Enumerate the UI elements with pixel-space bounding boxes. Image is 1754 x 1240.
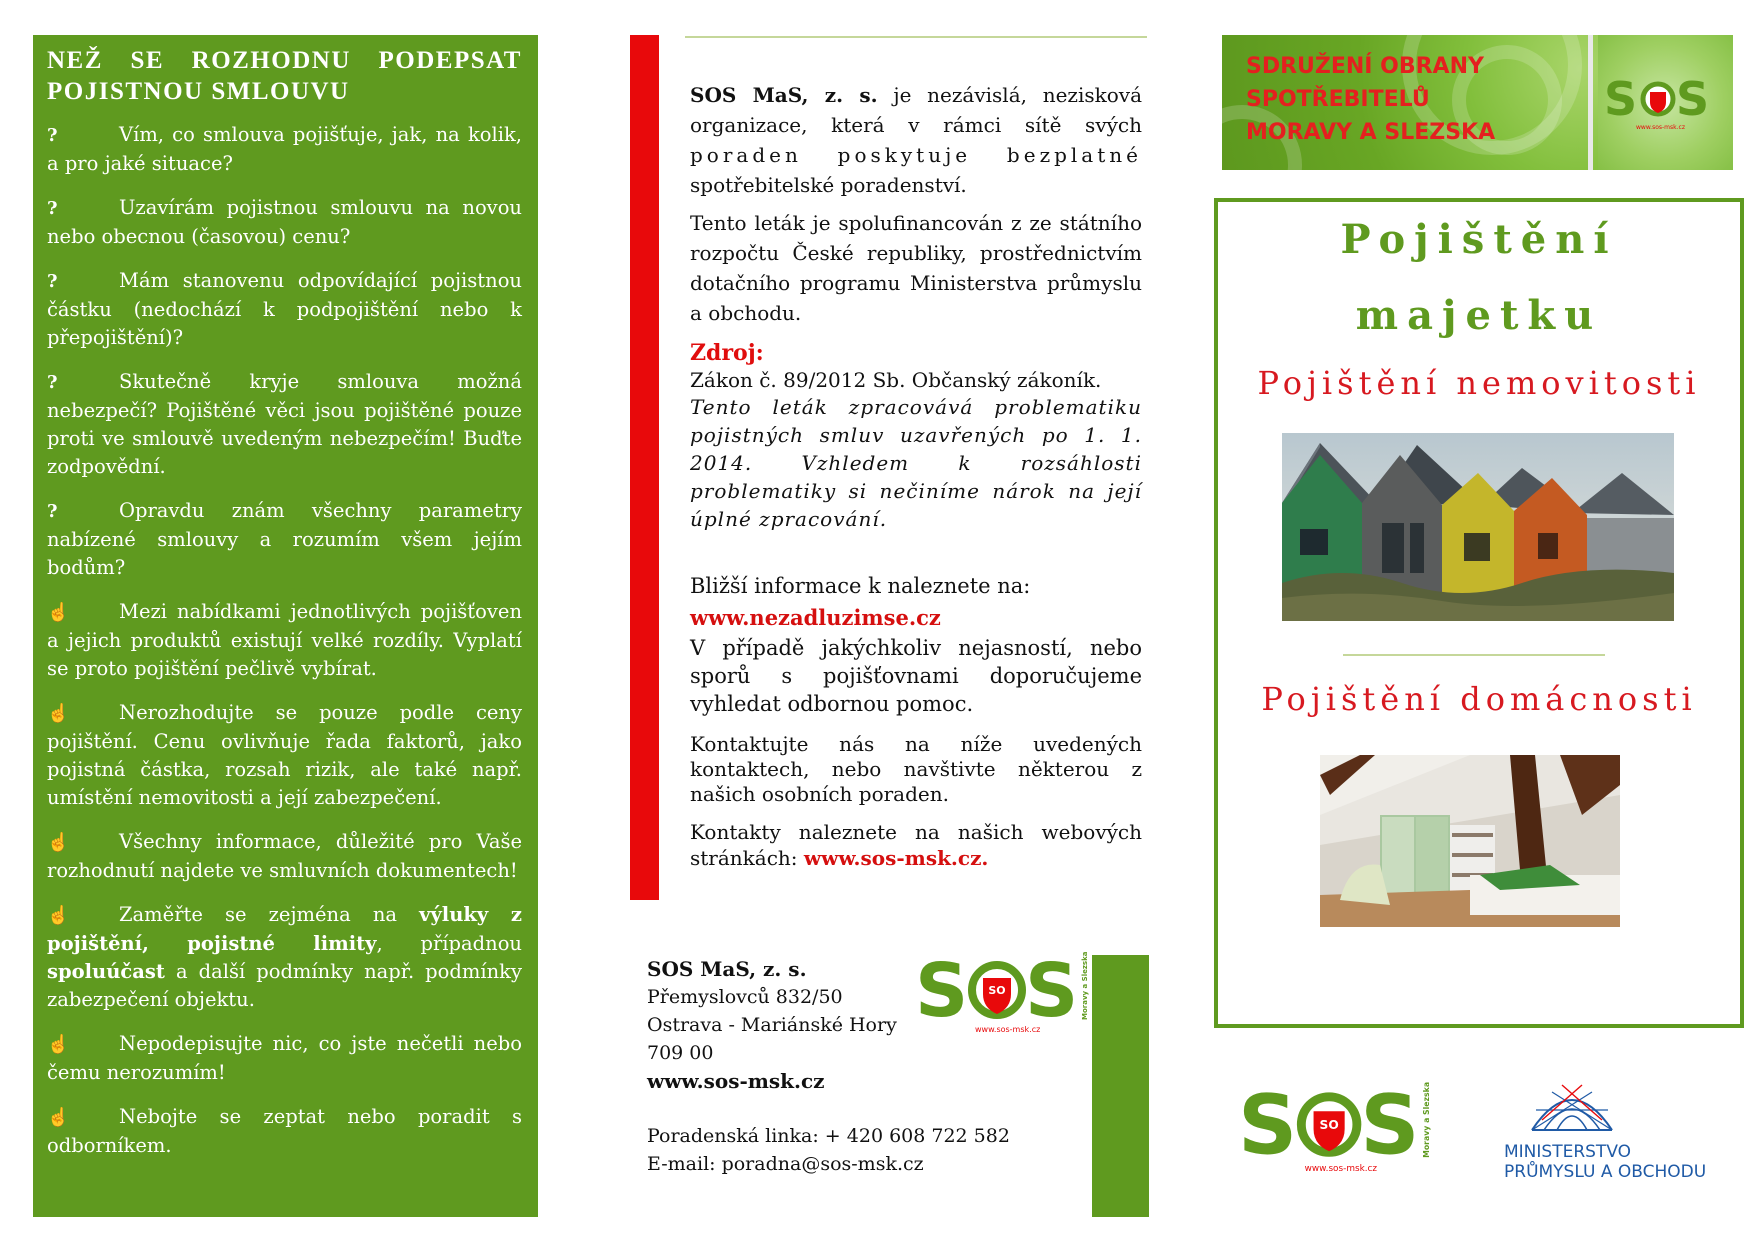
checklist-tip-focus: ☝ Zaměřte se zejména na výluky z pojištění, pojistné limity, případnou spoluúčast a další podmínky např. podmínky zabezpečení objektu. [47, 903, 523, 1011]
interior-photo [1320, 755, 1620, 927]
question-mark-icon: ? [47, 271, 58, 292]
svg-text:S: S [1676, 72, 1710, 126]
contact-phone: Poradenská linka: + 420 608 722 582 [647, 1125, 1010, 1147]
banner-title: SDRUŽENÍ OBRANY SPOTŘEBITELŮ MORAVY A SLEZSKA [1246, 54, 1496, 145]
web-contacts-note: Kontakty naleznete na našich webových stránkách: www.sos-msk.cz. [690, 820, 1142, 870]
divider-line [685, 36, 1147, 38]
checklist-tip: ☝ Nepodepisujte nic, co jste nečetli nebo čemu nerozumím! [47, 1032, 522, 1084]
contact-email[interactable]: E-mail: poradna@sos-msk.cz [647, 1153, 924, 1175]
checklist-tip: ☝ Nerozhodujte se pouze podle ceny pojištění. Cenu ovlivňuje řada faktorů, jako pojistná částka, rozsah rizik, ale také např. umístění nemovitosti a její zabezpečení. [47, 701, 522, 809]
cover-subtitle-property: Pojištění nemovitosti [1257, 364, 1701, 402]
svg-text:S: S [1025, 950, 1079, 1034]
ministry-logo [1500, 1080, 1735, 1190]
svg-text:Moravy a Slezska: Moravy a Slezska [1422, 1081, 1432, 1158]
checklist-panel [33, 35, 538, 1217]
checklist-question: ? Skutečně kryje smlouva možná nebezpečí? Pojištěné věci jsou pojištěné pouze proti ve smlouvě uvedeným nebezpečím! Buďte zodpovědní. [47, 370, 522, 478]
sos-logo [1598, 35, 1733, 170]
pointing-hand-icon: ☝ [47, 905, 70, 926]
sos-banner [1222, 35, 1733, 170]
svg-text:Moravy a Slezska: Moravy a Slezska [1081, 951, 1089, 1020]
contact-city: Ostrava - Mariánské Hory [647, 1014, 897, 1036]
svg-text:SO: SO [1319, 1118, 1339, 1132]
sos-logo [915, 950, 1095, 1038]
contact-web[interactable]: www.sos-msk.cz [647, 1069, 825, 1093]
cover-title-line2: majetku [1355, 292, 1603, 339]
svg-text:www.sos-msk.cz: www.sos-msk.cz [1304, 1164, 1378, 1175]
checklist-question: ? Vím, co smlouva pojišťuje, jak, na kolik, a pro jaké situace? [47, 123, 522, 175]
checklist-question: ? Mám stanovenu odpovídající pojistnou částku (nedochází k podpojištění nebo k přepojištění)? [47, 269, 522, 349]
svg-text:SO: SO [988, 984, 1006, 997]
checklist-tip: ☝ Mezi nabídkami jednotlivých pojišťoven a jejich produktů existují velké rozdíly. Vyplatí se proto pojištění pečlivě vybírat. [47, 600, 522, 680]
funding-note: Tento leták je spolufinancován z ze státního rozpočtu České republiky, prostřednictvím dotačního programu Ministerstva průmyslu a obchodu. [690, 211, 1142, 325]
question-mark-icon: ? [47, 372, 58, 393]
more-info: Bližší informace k naleznete na: www.nezadluzimse.cz [690, 574, 1031, 630]
nezadluzimse-link[interactable]: www.nezadluzimse.cz [690, 605, 941, 630]
svg-text:S: S [1360, 1080, 1420, 1174]
disputes-note: V případě jakýchkoliv nejasností, nebo sporů s pojišťovnami doporučujeme vyhledat odbornou pomoc. [690, 636, 1142, 716]
contact-zip: 709 00 [647, 1042, 714, 1064]
cover-frame [1214, 198, 1744, 1028]
cover-title-line1: Pojištění [1340, 216, 1618, 263]
red-accent-bar [630, 35, 659, 900]
pointing-hand-icon: ☝ [47, 1107, 70, 1128]
houses-photo [1282, 433, 1674, 621]
svg-text:www.sos-msk.cz: www.sos-msk.cz [1636, 124, 1685, 131]
svg-text:S: S [915, 950, 969, 1034]
source-note: Tento leták zpracovává problematiku pojistných smluv uzavřených po 1. 1. 2014. Vzhledem k rozsáhlosti problematiky si nečiníme nárok na její úplné zpracování. [690, 395, 1142, 531]
svg-text:www.sos-msk.cz: www.sos-msk.cz [975, 1025, 1041, 1034]
sos-logo [1238, 1080, 1438, 1178]
pointing-hand-icon: ☝ [47, 703, 70, 724]
contact-us-note: Kontaktujte nás na níže uvedených kontaktech, nebo navštivte některou z našich osobních poraden. [690, 732, 1142, 806]
banner-logo-area [1598, 35, 1733, 170]
source-law: Zákon č. 89/2012 Sb. Občanský zákoník. [690, 368, 1102, 392]
globe-network-icon [1522, 1080, 1622, 1140]
green-accent-strip [1092, 955, 1149, 1217]
contact-street: Přemyslovců 832/50 [647, 986, 843, 1008]
checklist-tip: ☝ Nebojte se zeptat nebo poradit s odborníkem. [47, 1105, 522, 1157]
divider-line [1343, 654, 1605, 656]
checklist-tip: ☝ Všechny informace, důležité pro Vaše rozhodnutí najdete ve smluvních dokumentech! [47, 830, 522, 882]
pointing-hand-icon: ☝ [47, 602, 70, 623]
checklist-question: ? Opravdu znám všechny parametry nabízené smlouvy a rozumím všem jejím bodům? [47, 499, 522, 579]
ministry-name: MINISTERSTVO PRŮMYSLU A OBCHODU [1504, 1142, 1707, 1182]
cover-subtitle-household: Pojištění domácnosti [1261, 680, 1697, 718]
sos-web-link[interactable]: www.sos-msk.cz. [803, 846, 989, 870]
pointing-hand-icon: ☝ [47, 1034, 70, 1055]
contact-org-name: SOS MaS, z. s. [647, 957, 807, 981]
question-mark-icon: ? [47, 198, 58, 219]
question-mark-icon: ? [47, 501, 58, 522]
checklist-question: ? Uzavírám pojistnou smlouvu na novou nebo obecnou (časovou) cenu? [47, 196, 522, 248]
svg-text:S: S [1604, 72, 1638, 126]
pointing-hand-icon: ☝ [47, 832, 70, 853]
about-section [690, 80, 1142, 871]
question-mark-icon: ? [47, 125, 58, 146]
org-intro: SOS MaS, z. s. je nezávislá, nezisková organizace, která v rámci sítě svých poraden poskytuje bezplatné spotřebitelské poradenství. [690, 83, 1142, 197]
svg-text:S: S [1238, 1080, 1298, 1174]
source-title: Zdroj: [690, 340, 764, 366]
checklist-heading: NEŽ SE ROZHODNU PODEPSAT POJISTNOU SMLOUVU [47, 47, 522, 105]
